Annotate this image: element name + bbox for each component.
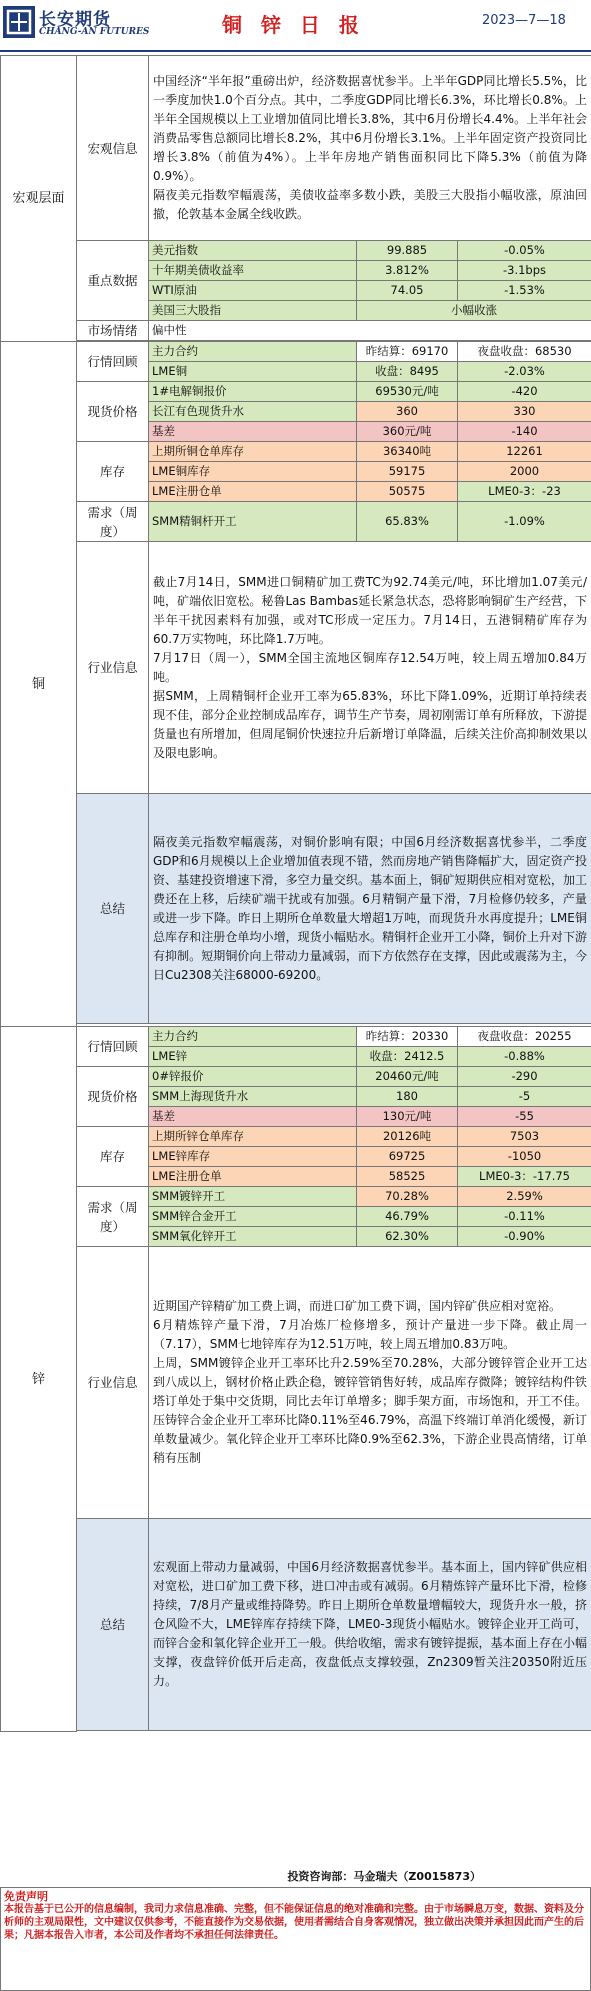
- cu-demand-v2: -1.09%: [458, 502, 591, 542]
- zn-spot-name: 0#锌报价: [149, 1067, 357, 1087]
- zn-demand-name: SMM镀锌开工: [149, 1187, 357, 1207]
- company-name-cn: 长安期货: [39, 10, 111, 30]
- cu-spot-name: 1#电解铜报价: [149, 382, 357, 402]
- report-date: 2023—7—18: [482, 13, 566, 28]
- cu-inv-name: 上期所铜仓单库存: [149, 442, 357, 462]
- zn-spot-name: SMM上海现货升水: [149, 1087, 357, 1107]
- cu-spot-v2: -420: [458, 382, 591, 402]
- zn-spot-label: 现货价格: [77, 1067, 149, 1127]
- cu-review-label: 行情回顾: [77, 342, 149, 382]
- cu-review-v2: 夜盘收盘：68530: [458, 342, 591, 362]
- zn-demand-name: SMM锌合金开工: [149, 1207, 357, 1227]
- cu-industry-body: 截止7月14日，SMM进口铜精矿加工费TC为92.74美元/吨，环比增加1.07美元/吨，矿端依旧宽松。秘鲁Las Bambas延长紧急状态，恐将影响铜矿生产经营，下半年干扰因素料有加强，或对TC形成一定压力。7月14日，五港铜精矿库存为60.7万实物吨，环比降1.7万吨。 7月17日（周一），SMM全国主流地区铜库存12.54万吨，较上周五增加0.84万吨。 据SMM，上周精铜杆企业开工率为65.83%，环比下降1.09%，近期订单持续表现不佳，部分企业控制成品库存，调节生产节奏，周初刚需订单有所释放，下游提货量也有所增加，但周尾铜价快速拉升后新增订单降温，后续关注价高抑制效果以及限电影响。: [153, 574, 588, 760]
- disclaimer-text: 本报告基于已公开的信息编制，我司力求信息准确、完整，但不能保证信息的绝对准确和完整。由于市场瞬息万变，数据、资料及分析师的主观局限性，文中建议仅供参考，不能直接作为交易依据，使用者需结合自身客观情况，独立做出决策并承担因此而产生的后果；凡据本报告入市者，本公司及作者均不承担任何法律责任。: [4, 1904, 584, 1941]
- cu-inv-v2: 12261: [458, 442, 591, 462]
- zn-summary-label: 总结: [77, 1519, 149, 1731]
- zn-summary-body: 宏观面上带动力量减弱，中国6月经济数据喜忧参半。基本面上，国内锌矿供应相对宽松，进口矿加工费下移，进口冲击或有减弱。6月精炼锌产量环比下滑，检修持续，7/8月产量或维持降势。昨日上期所仓单数量增幅较大，现货升水一般，挤仓风险不大，LME锌库存持续下降，LME0-3现货小幅贴水。镀锌企业开工尚可，而锌合金和氧化锌企业开工一般。供给收缩，需求有镀锌提振，基本面上存在小幅支撑，夜盘锌价低开后走高，夜盘低点支撑较强，Zn2309暂关注20350附近压力。: [153, 1560, 588, 1688]
- cu-inv-name: LME铜库存: [149, 462, 357, 482]
- macro-info-text: [149, 56, 591, 241]
- zn-demand-label: 需求（周度）: [77, 1187, 149, 1247]
- key-row-name: 十年期美债收益率: [149, 261, 357, 281]
- section-zinc: 锌: [1, 1027, 77, 1732]
- cu-summary-text: [149, 794, 591, 1024]
- cu-spot-v1: 69530元/吨: [357, 382, 458, 402]
- cu-demand-v1: 65.83%: [357, 502, 458, 542]
- disclaimer-box: [0, 1887, 591, 1991]
- cu-review-name: LME铜: [149, 362, 357, 382]
- key-row-name: 美元指数: [149, 241, 357, 261]
- cu-review-v1: 收盘：8495: [357, 362, 458, 382]
- cu-spot-name: 长江有色现货升水: [149, 402, 357, 422]
- sentiment-label: 市场情绪: [77, 321, 149, 341]
- zn-inv-v2: -1050: [458, 1147, 591, 1167]
- cu-spot-v1: 360: [357, 402, 458, 422]
- zn-industry-label: 行业信息: [77, 1247, 149, 1519]
- key-row-change: -1.53%: [458, 281, 591, 301]
- cu-inv-v2: 2000: [458, 462, 591, 482]
- key-row-name: WTI原油: [149, 281, 357, 301]
- zn-demand-v2: -0.11%: [458, 1207, 591, 1227]
- key-row-change: -0.05%: [458, 241, 591, 261]
- key-row-change: -3.1bps: [458, 261, 591, 281]
- zn-industry-text: [149, 1247, 591, 1519]
- zn-spot-v2: -290: [458, 1067, 591, 1087]
- zn-inv-v1: 69725: [357, 1147, 458, 1167]
- cu-review-v1: 昨结算：69170: [357, 342, 458, 362]
- cu-spot-name: 基差: [149, 422, 357, 442]
- cu-inv-label: 库存: [77, 442, 149, 502]
- zn-inv-name: LME锌库存: [149, 1147, 357, 1167]
- zn-demand-v2: 2.59%: [458, 1187, 591, 1207]
- zn-demand-v1: 46.79%: [357, 1207, 458, 1227]
- report-table: [0, 55, 591, 1732]
- cu-spot-v2: 330: [458, 402, 591, 422]
- section-macro: 宏观层面: [1, 56, 77, 342]
- zn-review-v2: -0.88%: [458, 1047, 591, 1067]
- zn-demand-v1: 62.30%: [357, 1227, 458, 1247]
- zn-review-v1: 收盘：2412.5: [357, 1047, 458, 1067]
- zn-demand-v2: -0.90%: [458, 1227, 591, 1247]
- zn-summary-text: [149, 1519, 591, 1731]
- cu-spot-v1: 360元/吨: [357, 422, 458, 442]
- cu-inv-v2: LME0-3：-23: [458, 482, 591, 502]
- key-row-value: 小幅收涨: [357, 301, 591, 321]
- cu-review-name: 主力合约: [149, 342, 357, 362]
- zn-spot-v1: 20460元/吨: [357, 1067, 458, 1087]
- macro-info-body: 中国经济“半年报”重磅出炉，经济数据喜忧参半。上半年GDP同比增长5.5%，比一季度加快1.0个百分点。其中，二季度GDP同比增长6.3%，环比增长0.8%。上半年全国规模以上工业增加值同比增长3.8%，其中6月份增长4.4%。上半年社会消费品零售总额同比增长8.2%，其中6月份增长3.1%。上半年固定资产投资同比增长3.8%（前值为4%）。上半年房地产销售面积同比下降5.3%（前值为降0.9%）。 隔夜美元指数窄幅震荡，美债收益率多数小跌，美股三大股指小幅收涨，原油回撤，伦敦基本金属全线收跌。: [153, 74, 588, 221]
- zn-spot-v2: -5: [458, 1087, 591, 1107]
- zn-inv-v1: 58525: [357, 1167, 458, 1187]
- company-logo: [3, 6, 35, 38]
- key-row-value: 3.812%: [357, 261, 458, 281]
- key-row-value: 74.05: [357, 281, 458, 301]
- zn-spot-name: 基差: [149, 1107, 357, 1127]
- sentiment-value: 偏中性: [149, 321, 591, 341]
- zn-review-label: 行情回顾: [77, 1027, 149, 1067]
- cu-summary-body: 隔夜美元指数窄幅震荡，对铜价影响有限；中国6月经济数据喜忧参半，二季度GDP和6月规模以上企业增加值表现不错，然而房地产销售降幅扩大，固定资产投资、基建投资增速下滑，多空力量交织。基本面上，铜矿短期供应相对宽松，加工费还在上移，后续矿端干扰或有加强。6月精铜产量下滑，7月检修仍较多，产量或进一步下降。昨日上期所仓单数量大增超1万吨，而现货升水再度提升；LME铜总库存和注册仓单均小增，现货小幅贴水。精铜杆企业开工小降，铜价上升对下游有抑制。短期铜价向上带动力量减弱，而下方依然存在支撑，因此或震荡为主，今日Cu2308关注68000-69200。: [153, 834, 588, 982]
- zn-spot-v1: 130元/吨: [357, 1107, 458, 1127]
- zn-spot-v1: 180: [357, 1087, 458, 1107]
- cu-review-v2: -2.03%: [458, 362, 591, 382]
- cu-summary-label: 总结: [77, 794, 149, 1024]
- section-copper: 铜: [1, 342, 77, 1027]
- cu-industry-label: 行业信息: [77, 542, 149, 794]
- zn-spot-v2: -55: [458, 1107, 591, 1127]
- cu-industry-text: [149, 542, 591, 794]
- zn-review-v2: 夜盘收盘：20255: [458, 1027, 591, 1047]
- zn-inv-name: LME注册仓单: [149, 1167, 357, 1187]
- zn-review-name: LME锌: [149, 1047, 357, 1067]
- zn-demand-v1: 70.28%: [357, 1187, 458, 1207]
- zn-inv-v2: LME0-3：-17.75: [458, 1167, 591, 1187]
- macro-info-label: 宏观信息: [77, 56, 149, 241]
- key-data-label: 重点数据: [77, 241, 149, 321]
- zn-review-v1: 昨结算：20330: [357, 1027, 458, 1047]
- zn-inv-label: 库存: [77, 1127, 149, 1187]
- cu-inv-v1: 36340吨: [357, 442, 458, 462]
- zn-inv-v1: 20126吨: [357, 1127, 458, 1147]
- zn-inv-name: 上期所锌仓单库存: [149, 1127, 357, 1147]
- analyst-credit: 投资咨询部：马金瑞夫（Z0015873）: [287, 1870, 481, 1883]
- key-row-name: 美国三大股指: [149, 301, 357, 321]
- zn-demand-name: SMM氧化锌开工: [149, 1227, 357, 1247]
- report-header: [0, 0, 591, 52]
- report-title: 铜 锌 日 报: [222, 13, 365, 37]
- zn-review-name: 主力合约: [149, 1027, 357, 1047]
- cu-demand-name: SMM精铜杆开工: [149, 502, 357, 542]
- cu-inv-v1: 50575: [357, 482, 458, 502]
- key-row-value: 99.885: [357, 241, 458, 261]
- disclaimer-title: 免责声明: [4, 1890, 48, 1903]
- cu-spot-v2: -140: [458, 422, 591, 442]
- cu-inv-name: LME注册仓单: [149, 482, 357, 502]
- zn-industry-body: 近期国产锌精矿加工费上调，而进口矿加工费下调，国内锌矿供应相对宽裕。 6月精炼锌产量下滑，7月冶炼厂检修增多，预计产量进一步下降。截止周一（7.17），SMM七地锌库存为12.51万吨，较上周五增加0.83万吨。 上周，SMM镀锌企业开工率环比升2.59%至70.28%，大部分镀锌管企业开工达到八成以上，钢材价格止跌企稳，镀锌管销售好转，成品库存微降；镀锌结构件铁塔订单处于集中交货期，同比去年订单增多；脚手架方面，市场饱和，开工不佳。压铸锌合金企业开工率环比降0.11%至46.79%，高温下终端订单消化缓慢，新订单数量减少。氧化锌企业开工率环比降0.9%至62.3%，下游企业畏高情绪，订单稍有压制: [153, 1299, 588, 1465]
- zn-inv-v2: 7503: [458, 1127, 591, 1147]
- company-name-en: CHANG-AN FUTURES: [39, 27, 150, 37]
- cu-spot-label: 现货价格: [77, 382, 149, 442]
- cu-inv-v1: 59175: [357, 462, 458, 482]
- cu-demand-label: 需求（周度）: [77, 502, 149, 542]
